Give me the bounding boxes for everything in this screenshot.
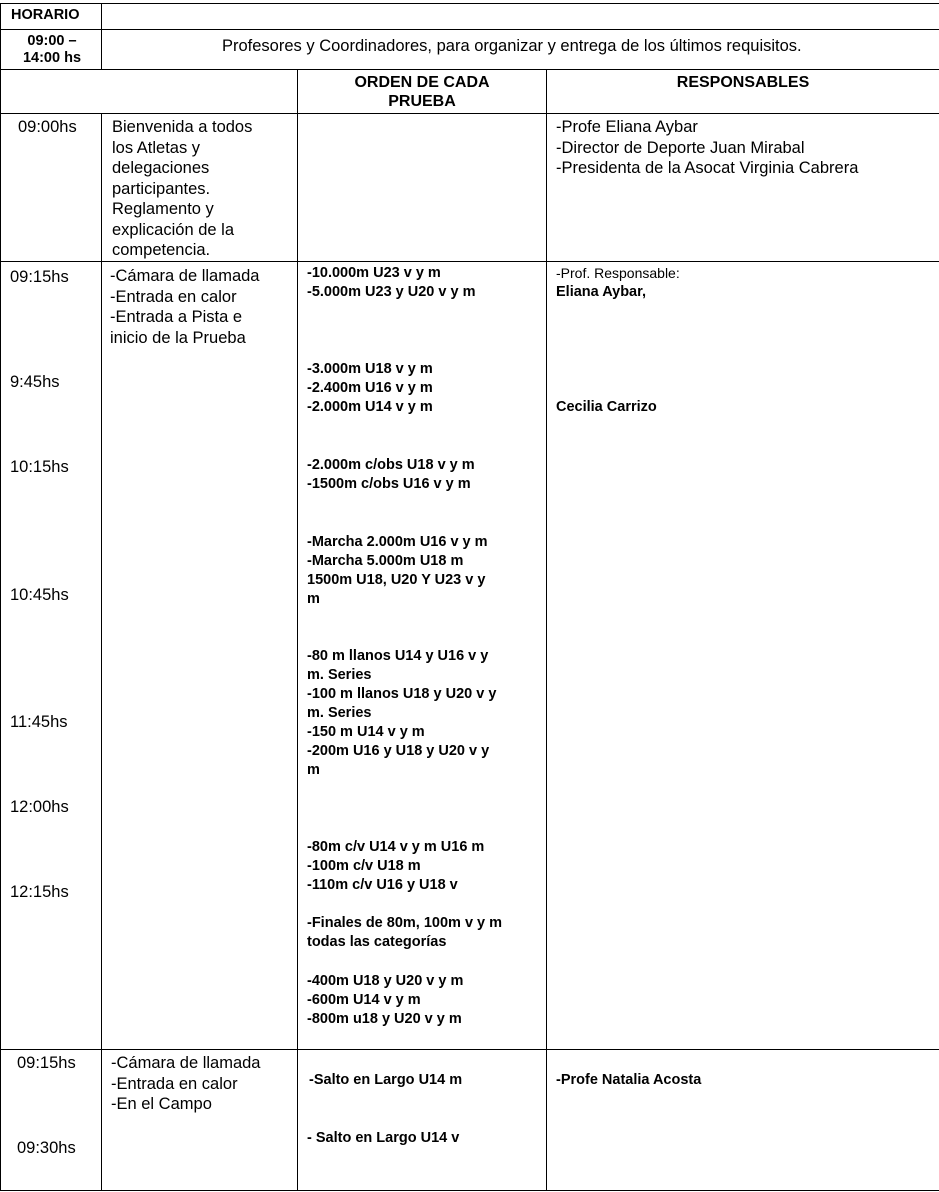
event-line: m. Series (307, 705, 372, 721)
activity-line: -Cámara de llamada (111, 1054, 261, 1072)
event-group (307, 972, 463, 1029)
event-group (307, 264, 475, 302)
event-line: -2.000m c/obs U18 v y m (307, 457, 475, 473)
column-header-responsables: RESPONSABLES (676, 74, 810, 91)
event-line: -200m U16 y U18 y U20 v y (307, 743, 490, 759)
time-label: 12:15hs (10, 883, 69, 901)
activity-line: -Entrada en calor (110, 287, 237, 306)
event-line: -3.000m U18 v y m (307, 361, 433, 377)
general-note: Profesores y Coordinadores, para organizar y entrega de los últimos requisitos. (222, 37, 802, 55)
event-group (307, 838, 484, 895)
event-line: -100 m llanos U18 y U20 v y (307, 686, 497, 702)
activity-line: Bienvenida a todos (112, 118, 253, 136)
responsable-line: -Profe Eliana Aybar (556, 118, 698, 136)
activity-line: -Cámara de llamada (110, 267, 260, 285)
event-line: m (307, 591, 320, 607)
event-line: m. Series (307, 667, 372, 683)
time-label: 09:15hs (17, 1054, 76, 1072)
responsable-name: Cecilia Carrizo (556, 399, 657, 415)
event-line: m (307, 762, 320, 778)
responsables-text (556, 117, 858, 179)
activity-line: competencia. (112, 241, 211, 259)
event-group (307, 456, 475, 494)
activity-line: -Entrada a Pista e (110, 308, 243, 326)
activity-line: explicación de la (112, 220, 234, 239)
activity-text (112, 117, 252, 261)
responsable-line: -Director de Deporte Juan Mirabal (556, 138, 805, 157)
activity-line: Reglamento y (112, 200, 214, 218)
time-label: 09:30hs (17, 1139, 76, 1157)
rule (0, 3, 939, 4)
general-time (4, 33, 100, 67)
event-line: -2.000m U14 v y m (307, 399, 433, 415)
event-line: -100m c/v U18 m (307, 858, 421, 874)
time-label: 9:45hs (10, 373, 60, 391)
event-line: -110m c/v U16 y U18 v (307, 877, 458, 893)
time-label: 11:45hs (10, 713, 68, 731)
event-line: -80m c/v U14 v y m U16 m (307, 839, 485, 855)
time-label: 10:45hs (10, 586, 69, 604)
rule (101, 3, 102, 69)
responsable-line: -Presidenta de la Asocat Virginia Cabrera (556, 159, 859, 177)
column-header-orden-line1: ORDEN DE CADA (354, 74, 490, 91)
event-line: - Salto en Largo U14 v (307, 1130, 460, 1146)
rule (0, 1049, 939, 1050)
time-label: 12:00hs (10, 798, 69, 816)
event-line: -600m U14 v y m (307, 992, 421, 1008)
event-group (307, 647, 496, 780)
activity-line: los Atletas y (112, 138, 201, 157)
rule (297, 69, 298, 1191)
activity-line: participantes. (112, 179, 211, 198)
event-line: 1500m U18, U20 Y U23 v y (307, 572, 486, 588)
activity-text (110, 266, 259, 348)
event-line: -Marcha 5.000m U18 m (307, 553, 464, 569)
event-group (307, 360, 433, 417)
column-header-orden (298, 73, 546, 111)
responsable-name: Eliana Aybar, (556, 284, 646, 300)
event-line: -10.000m U23 v y m (307, 265, 441, 281)
event-group (307, 533, 488, 609)
event-line: todas las categorías (307, 934, 447, 950)
activity-line: -Entrada en calor (111, 1074, 238, 1093)
event-line: -150 m U14 v y m (307, 724, 425, 740)
event-line: -800m u18 y U20 v y m (307, 1011, 462, 1027)
rule (0, 3, 1, 1191)
responsable-name: -Profe Natalia Acosta (556, 1072, 702, 1088)
event-line: -5.000m U23 y U20 v y m (307, 284, 476, 300)
event-line: -400m U18 y U20 v y m (307, 973, 464, 989)
responsable-title: -Prof. Responsable: (556, 265, 680, 281)
time-label: 10:15hs (10, 458, 69, 476)
rule (101, 113, 102, 1191)
event-line: -2.400m U16 v y m (307, 380, 433, 396)
rule (546, 69, 547, 1191)
event-line: -80 m llanos U14 y U16 v y (307, 648, 489, 664)
event-line: -1500m c/obs U16 v y m (307, 476, 471, 492)
time-label: 09:00hs (18, 118, 77, 136)
event-line: -Finales de 80m, 100m v y m (307, 915, 503, 931)
event-group (307, 914, 502, 952)
activity-line: delegaciones (112, 159, 210, 177)
general-time-end: 14:00 hs (22, 50, 82, 66)
activity-text (111, 1053, 260, 1115)
rule (0, 69, 939, 70)
column-header-orden-line2: PRUEBA (388, 93, 456, 110)
rule (0, 113, 939, 114)
rule (0, 1190, 939, 1191)
rule (0, 29, 939, 30)
activity-line: -En el Campo (111, 1095, 212, 1113)
rule (0, 261, 939, 262)
general-time-start: 09:00 – (27, 33, 77, 49)
event-line: -Marcha 2.000m U16 v y m (307, 534, 488, 550)
activity-line: inicio de la Prueba (110, 328, 246, 347)
horario-header: HORARIO (11, 7, 80, 23)
time-label: 09:15hs (10, 268, 69, 286)
event-line: -Salto en Largo U14 m (309, 1072, 463, 1088)
